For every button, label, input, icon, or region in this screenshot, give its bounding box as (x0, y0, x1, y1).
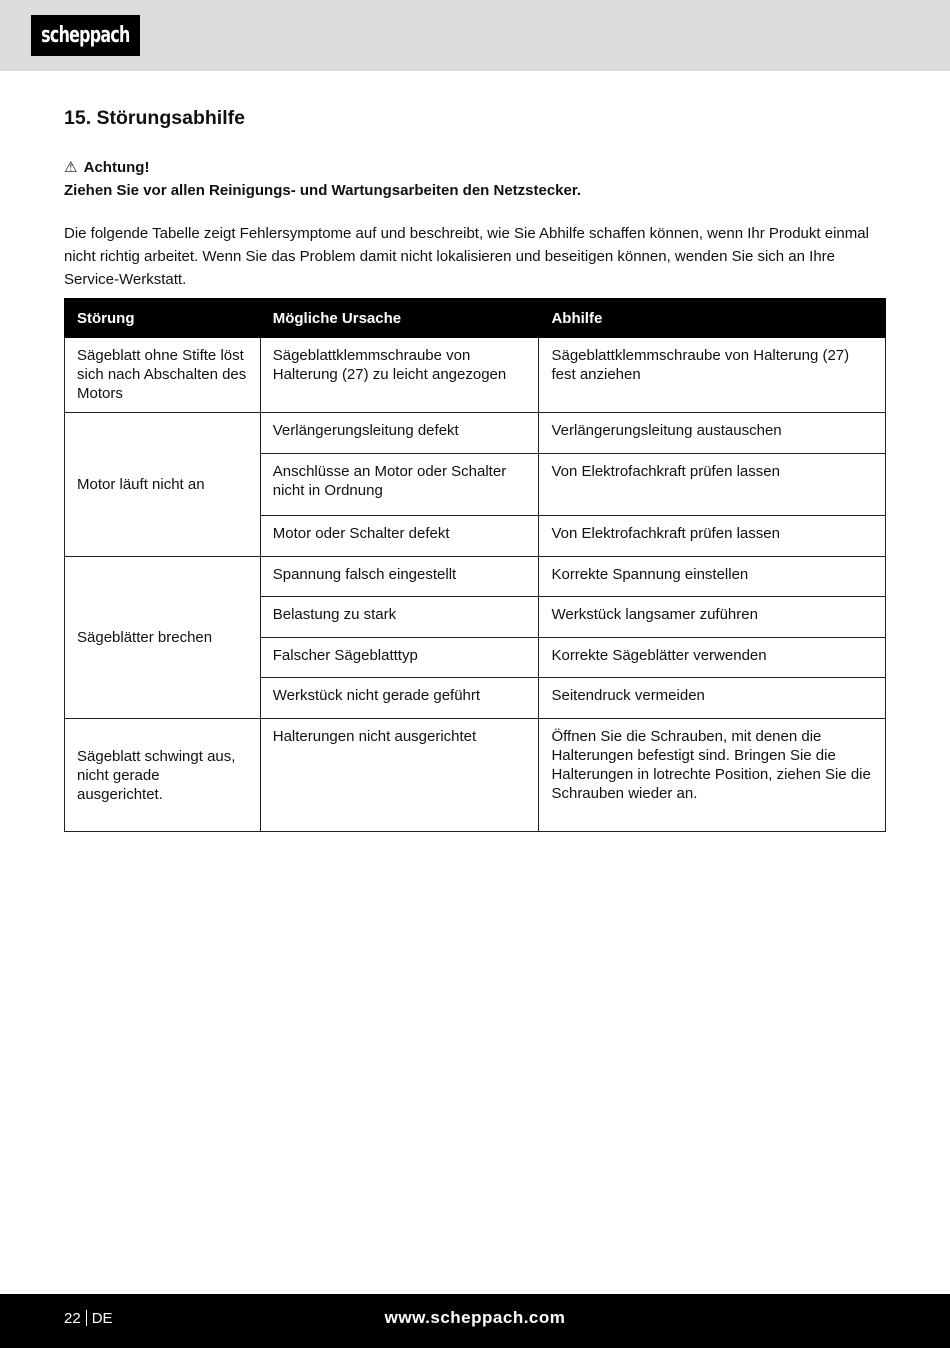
header-bar (0, 0, 950, 71)
fault-cell: Sägeblätter brechen (65, 557, 261, 719)
fault-cell: Sägeblatt ohne Stifte löst sich nach Abschalten des Motors (65, 338, 261, 413)
fault-cell: Motor läuft nicht an (65, 413, 261, 557)
column-header-remedy: Abhilfe (539, 299, 886, 338)
remedy-cell: Korrekte Sägeblätter verwenden (539, 638, 886, 678)
remedy-cell: Korrekte Spannung einstellen (539, 557, 886, 597)
cause-cell: Belastung zu stark (260, 597, 539, 638)
cause-cell: Werkstück nicht gerade geführt (260, 678, 539, 719)
table-row (65, 557, 886, 597)
section-title: 15. Störungsabhilfe (64, 107, 245, 129)
remedy-cell: Werkstück langsamer zuführen (539, 597, 886, 638)
troubleshooting-table (64, 298, 886, 832)
remedy-cell: Von Elektrofachkraft prüfen lassen (539, 516, 886, 557)
warning-title: Achtung! (83, 159, 150, 176)
remedy-cell: Von Elektrofachkraft prüfen lassen (539, 454, 886, 516)
fault-cell: Sägeblatt schwingt aus, nicht gerade ausgerichtet. (65, 719, 261, 832)
cause-cell: Halterungen nicht ausgerichtet (260, 719, 539, 832)
warning-block (64, 156, 894, 202)
remedy-cell: Öffnen Sie die Schrauben, mit denen die Halterungen befestigt sind. Bringen Sie die Halterungen in lotrechte Position, ziehen Sie die Schrauben wieder an. (539, 719, 886, 832)
remedy-cell: Sägeblattklemmschraube von Halterung (27) fest anziehen (539, 338, 886, 413)
table-row (65, 413, 886, 454)
footer-bar (0, 1294, 950, 1348)
column-header-fault: Störung (65, 299, 261, 338)
cause-cell: Anschlüsse an Motor oder Schalter nicht in Ordnung (260, 454, 539, 516)
remedy-cell: Verlängerungsleitung austauschen (539, 413, 886, 454)
scheppach-logo[interactable]: scheppach (31, 15, 140, 56)
cause-cell: Motor oder Schalter defekt (260, 516, 539, 557)
cause-cell: Sägeblattklemmschraube von Halterung (27) zu leicht angezogen (260, 338, 539, 413)
table-header-row (65, 299, 886, 338)
warning-text: Ziehen Sie vor allen Reinigungs- und Wartungsarbeiten den Netzstecker. (64, 182, 582, 199)
language-code: DE (91, 1310, 113, 1327)
intro-paragraph: Die folgende Tabelle zeigt Fehlersymptome auf und beschreibt, wie Sie Abhilfe schaffen können, wenn Ihr Produkt einmal nicht richtig arbeitet. Wenn Sie das Problem damit nicht lokalisieren und beseitigen können, wenden Sie sich an Ihre Service-Werkstatt. (64, 225, 869, 288)
remedy-cell: Seitendruck vermeiden (539, 678, 886, 719)
table-row (65, 338, 886, 413)
column-header-cause: Mögliche Ursache (260, 299, 539, 338)
table-row (65, 719, 886, 832)
cause-cell: Falscher Sägeblatttyp (260, 638, 539, 678)
website-link[interactable]: www.scheppach.com (384, 1308, 566, 1327)
page-number-value: 22 (64, 1310, 81, 1327)
cause-cell: Verlängerungsleitung defekt (260, 413, 539, 454)
warning-triangle-icon: ⚠ (64, 159, 78, 176)
cause-cell: Spannung falsch eingestellt (260, 557, 539, 597)
